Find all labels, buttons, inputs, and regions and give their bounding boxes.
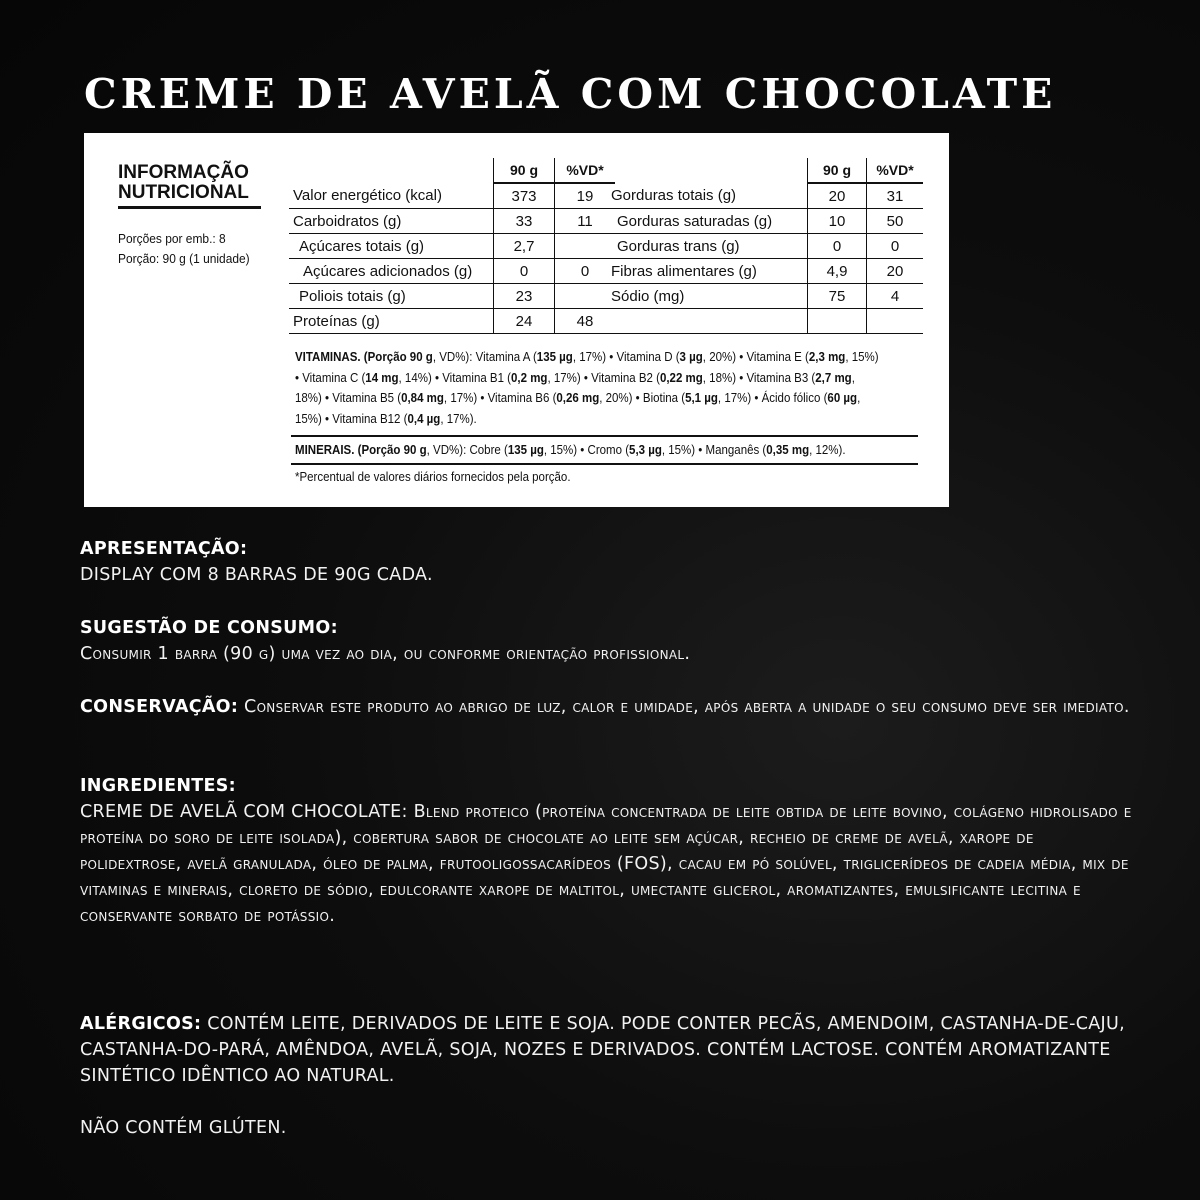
table-row <box>607 284 923 309</box>
portion-size: Porção: 90 g (1 unidade) <box>118 251 250 266</box>
ingredients-section <box>80 773 1140 929</box>
conservation-heading: CONSERVAÇÃO: <box>80 697 239 717</box>
minerals-block: MINERAIS. (Porção 90 g, VD%): Cobre (135 µg, 15%) • Cromo (5,3 µg, 15%) • Manganês (0,35 mg, 12%). <box>295 443 846 457</box>
row-amount: 0 <box>808 234 867 259</box>
column-dv: %VD* <box>555 158 616 183</box>
row-dv: 0 <box>867 234 924 259</box>
conservation-section <box>80 694 1140 720</box>
row-label: Açúcares totais (g) <box>289 234 494 259</box>
row-amount: 4,9 <box>808 259 867 284</box>
ingredients-text: Blend proteico (proteína concentrada de leite obtida de leite bovino, colágeno hidrolisado e proteína do soro de leite isolada), cobertura sabor de chocolate ao leite sem açúcar, recheio de creme de avelã, xarope de polidextrose, avelã granulada, óleo de palma, frutooligossacarídeos (FOS), cacau em pó solúvel, triglicerídeos de cadeia média, mix de vitaminas e minerais, cloreto de sódio, edulcorante xarope de maltitol, umectante glicerol, aromatizantes, emulsificante lecitina e conservante sorbato de potássio. <box>80 802 1132 926</box>
row-dv: 50 <box>867 209 924 234</box>
ingredients-product: CREME DE AVELÃ COM CHOCOLATE: <box>80 802 408 822</box>
table-header-row <box>289 158 615 183</box>
column-dv: %VD* <box>867 158 924 183</box>
row-label: Fibras alimentares (g) <box>607 259 808 284</box>
row-dv: 11 <box>555 209 616 234</box>
row-amount <box>808 309 867 334</box>
table-row <box>607 183 923 209</box>
row-amount: 373 <box>494 183 555 209</box>
row-amount: 10 <box>808 209 867 234</box>
row-label: Sódio (mg) <box>607 284 808 309</box>
table-header-row <box>607 158 923 183</box>
row-label: Gorduras saturadas (g) <box>607 209 808 234</box>
nutrition-table-left <box>289 158 615 334</box>
row-amount: 33 <box>494 209 555 234</box>
row-amount: 23 <box>494 284 555 309</box>
page-title: CREME DE AVELÃ COM CHOCOLATE <box>84 70 1057 118</box>
gluten-statement: NÃO CONTÉM GLÚTEN. <box>80 1118 287 1138</box>
table-row <box>289 209 615 234</box>
presentation-section <box>80 536 1140 588</box>
suggestion-section <box>80 615 1140 667</box>
row-label <box>607 309 808 334</box>
row-label: Açúcares adicionados (g) <box>289 259 494 284</box>
presentation-text: DISPLAY COM 8 BARRAS DE 90G CADA. <box>80 565 433 585</box>
row-dv: 48 <box>555 309 616 334</box>
row-amount: 2,7 <box>494 234 555 259</box>
table-row <box>607 209 923 234</box>
row-label: Gorduras totais (g) <box>607 183 808 209</box>
row-label: Proteínas (g) <box>289 309 494 334</box>
conservation-text: Conservar este produto ao abrigo de luz, calor e umidade, após aberta a unidade o seu consumo deve ser imediato. <box>244 697 1130 717</box>
row-dv: 19 <box>555 183 616 209</box>
allergens-heading: ALÉRGICOS: <box>80 1014 202 1034</box>
vitamins-block: VITAMINAS. (Porção 90 g, VD%): Vitamina A (135 µg, 17%) • Vitamina D (3 µg, 20%) • Vitamina E (2,3 mg, 15%) • Vitamina C (14 mg, 14%) • Vitamina B1 (0,2 mg, 17%) • Vitamina B2 (0,22 mg, 18%) • Vitamina B3 (2,7 mg, 18%) • Vitamina B5 (0,84 mg, 17%) • Vitamina B6 (0,26 mg, 20%) • Biotina (5,1 µg, 17%) • Ácido fólico (60 µg, 15%) • Vitamina B12 (0,4 µg, 17%). <box>295 350 879 426</box>
allergens-section <box>80 1011 1140 1089</box>
portions-per-pack: Porções por emb.: 8 <box>118 231 226 246</box>
table-row <box>607 234 923 259</box>
table-row <box>607 309 923 334</box>
minerals-label: MINERAIS. <box>295 443 355 457</box>
column-amount: 90 g <box>494 158 555 183</box>
row-amount: 0 <box>494 259 555 284</box>
row-label: Poliois totais (g) <box>289 284 494 309</box>
row-dv <box>867 309 924 334</box>
row-dv <box>555 284 616 309</box>
divider <box>291 435 918 437</box>
row-dv: 4 <box>867 284 924 309</box>
vitamins-label: VITAMINAS. <box>295 350 361 364</box>
ingredients-heading: INGREDIENTES: <box>80 776 236 796</box>
row-dv: 31 <box>867 183 924 209</box>
table-row <box>289 284 615 309</box>
nutrition-heading: INFORMAÇÃO NUTRICIONAL <box>118 163 261 209</box>
presentation-heading: APRESENTAÇÃO: <box>80 539 248 559</box>
footnote: *Percentual de valores diários fornecidos pela porção. <box>295 470 571 484</box>
divider <box>291 463 918 465</box>
column-amount: 90 g <box>808 158 867 183</box>
row-label: Gorduras trans (g) <box>607 234 808 259</box>
row-amount: 20 <box>808 183 867 209</box>
table-row <box>289 234 615 259</box>
row-dv: 0 <box>555 259 616 284</box>
table-row <box>289 309 615 334</box>
nutrition-facts-panel <box>84 133 949 507</box>
table-row <box>289 259 615 284</box>
table-row <box>607 259 923 284</box>
row-label: Valor energético (kcal) <box>289 183 494 209</box>
portion-info <box>118 229 274 269</box>
row-amount: 24 <box>494 309 555 334</box>
table-row <box>289 183 615 209</box>
allergens-text: CONTÉM LEITE, DERIVADOS DE LEITE E SOJA. PODE CONTER PECÃS, AMENDOIM, CASTANHA-DE-CAJU, CASTANHA-DO-PARÁ, AMÊNDOA, AVELÃ, SOJA, NOZES E DERIVADOS. CONTÉM LACTOSE. CONTÉM AROMATIZANTE SINTÉTICO IDÊNTICO AO NATURAL. <box>80 1014 1125 1086</box>
row-dv <box>555 234 616 259</box>
row-dv: 20 <box>867 259 924 284</box>
row-amount: 75 <box>808 284 867 309</box>
row-label: Carboidratos (g) <box>289 209 494 234</box>
nutrition-table-right <box>607 158 923 334</box>
suggestion-text: Consumir 1 barra (90 g) uma vez ao dia, ou conforme orientação profissional. <box>80 644 691 664</box>
suggestion-heading: SUGESTÃO DE CONSUMO: <box>80 618 338 638</box>
